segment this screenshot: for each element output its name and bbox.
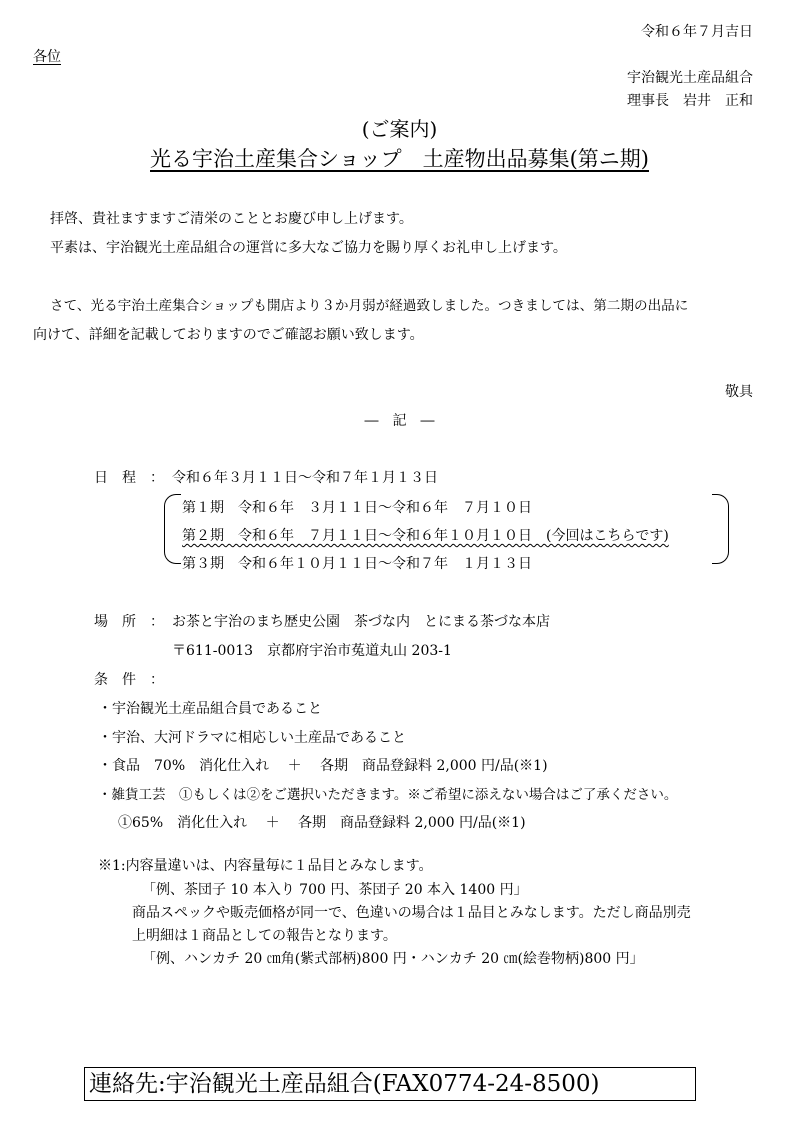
place-name: お茶と宇治のまち歴史公園 茶づな内 とにまる茶づな本店 [172,614,550,630]
place-label: 場 所 ： [94,614,164,630]
sender-name: 理事長 岩井 正和 [627,93,753,109]
schedule-overall: 令和６年３月１１日～令和７年１月１３日 [172,470,438,486]
condition-item: ・宇治観光土産品組合員であること [98,701,322,717]
condition-item: ・雑貨工芸 ①もしくは②をご選択いただきます。※ご希望に添えない場合はご了承ください。 [98,787,678,803]
note-line: 「例、ハンカチ 20 ㎝角(紫式部柄)800 円・ハンカチ 20 ㎝(絵巻物柄)800 円」 [142,951,644,967]
period-brace-right [712,494,729,564]
period-item-3: 第３期 令和６年１０月１１日～令和７年 １月１３日 [182,556,532,572]
period-item-2-current: 第２期 令和６年 ７月１１日～令和６年１０月１０日 (今回はこちらです) [182,528,669,544]
period-item-1: 第１期 令和６年 ３月１１日～令和６年 ７月１０日 [182,500,532,516]
closing-word: 敬具 [725,384,753,400]
ki-heading: ― 記 ― [364,413,435,429]
condition-item: ・宇治、大河ドラマに相応しい土産品であること [98,730,406,746]
intro-line-1: さて、光る宇治土産集合ショップも開店より３か月弱が経過致しました。つきましては、第二期の出品に [50,298,689,314]
condition-item: ・食品 70% 消化仕入れ ＋ 各期 商品登録料 2,000 円/品(※1) [98,758,548,774]
note-line: 「例、茶団子 10 本入り 700 円、茶団子 20 本入 1400 円」 [142,882,528,898]
note-line: ※1:内容量違いは、内容量毎に１品目とみなします。 [98,858,433,874]
schedule-label: 日 程 ： [94,470,164,486]
page-title: 光る宇治土産集合ショップ 土産物出品募集(第ニ期) [150,147,649,171]
sender-org: 宇治観光土産品組合 [627,70,753,86]
title-notice: (ご案内) [361,117,438,141]
greeting-line-1: 拝啓、貴社ますますご清栄のこととお慶び申し上げます。 [50,211,413,227]
place-address: 〒611-0013 京都府宇治市菟道丸山 203-1 [172,643,452,659]
greeting-line-2: 平素は、宇治観光土産品組合の運営に多大なご協力を賜り厚くお礼申し上げます。 [50,240,567,256]
note-line: 商品スペックや販売価格が同一で、色違いの場合は１品目とみなします。ただし商品別売 [132,905,691,921]
document-date: 令和６年７月吉日 [641,24,753,40]
recipient: 各位 [33,49,61,65]
intro-line-2: 向けて、詳細を記載しておりますのでご確認お願い致します。 [33,327,424,343]
contact-box: 連絡先:宇治観光土産品組合(FAX0774-24-8500) [84,1067,696,1101]
condition-subitem: ①65% 消化仕入れ ＋ 各期 商品登録料 2,000 円/品(※1) [118,815,526,831]
note-line: 上明細は１商品としての報告となります。 [132,928,397,944]
period-brace-left [164,494,181,564]
conditions-label: 条 件 ： [94,672,164,688]
